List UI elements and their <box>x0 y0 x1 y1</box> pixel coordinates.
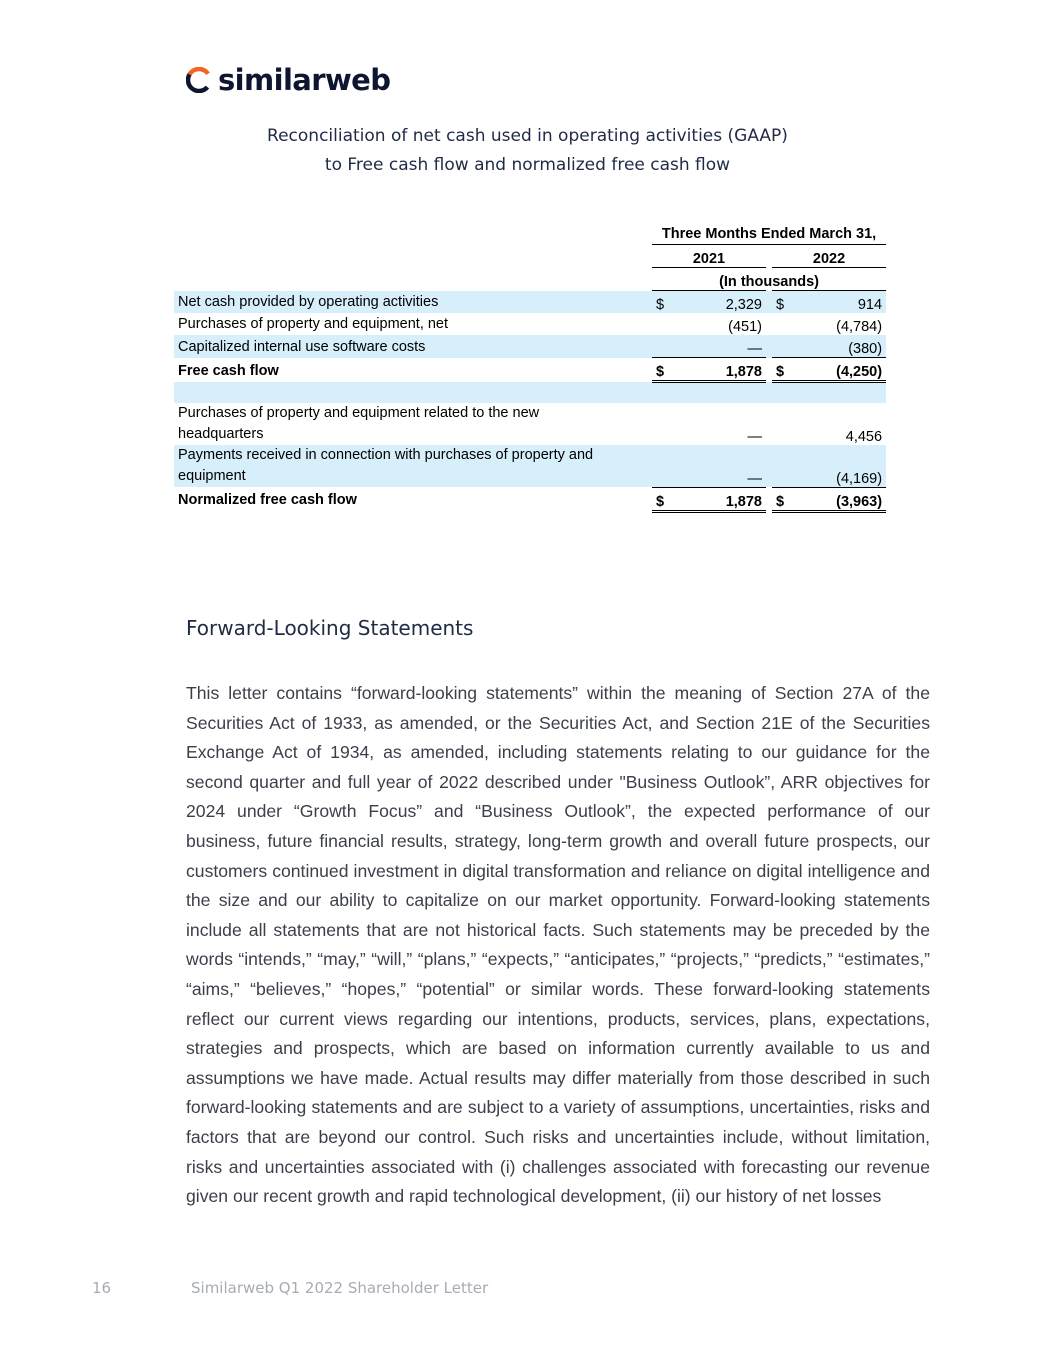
value-2021: — <box>672 335 766 358</box>
row-label: Free cash flow <box>178 362 279 379</box>
value-2021: 2,329 <box>672 291 766 314</box>
table-spacer-row <box>174 382 886 404</box>
dollar-sign: $ <box>652 487 672 511</box>
row-label: Net cash provided by operating activities <box>174 291 646 314</box>
value-2021: 1,878 <box>672 358 766 382</box>
dollar-sign: $ <box>772 358 792 382</box>
table-row <box>174 291 886 314</box>
row-label: Normalized free cash flow <box>178 492 357 508</box>
value-2021: — <box>672 445 766 487</box>
section-body: This letter contains “forward-looking statements” within the meaning of Section 27A of the Securities Act of 1933, as amended, or the Securities Act, and Section 21E of the Securities Exchange Act of 1934, as amended, including statements relating to our guidance for the second quarter and full year of 2022 described under "Business Outlook”, ARR objectives for 2024 under “Growth Focus” and “Business Outlook”, the expected performance of our business, future financial results, strategy, long-term growth and overall future prospects, our customers continued investment in digital transformation and reliance on digital intelligence and the size and our ability to capitalize on our market opportunity. Forward-looking statements include all statements that are not historical facts. Such statements may be preceded by the words “intends,” “may,” “will,” “plans,” “expects,” “anticipates,” “projects,” “predicts,” “estimates,” “aims,” “believes,” “hopes,” “potential” or similar words. These forward-looking statements reflect our current views regarding our intentions, products, services, plans, expectations, strategies and prospects, which are based on information currently available to us and assumptions we have made. Actual results may differ materially from those described in such forward-looking statements and are subject to a variety of assumptions, uncertainties, risks and factors that are beyond our control. Such risks and uncertainties include, without limitation, risks and uncertainties associated with (i) challenges associated with forecasting our revenue given our recent growth and rapid technological development, (ii) our history of net losses <box>186 683 930 1207</box>
table-row <box>174 445 886 487</box>
row-label: Payments received in connection with purchases of property and equipment <box>174 445 646 487</box>
table-row <box>174 313 886 335</box>
row-label: Purchases of property and equipment related to the new headquarters <box>178 405 540 442</box>
value-2022: 4,456 <box>845 429 883 445</box>
units-header: (In thousands) <box>719 274 819 290</box>
dollar-sign <box>772 335 792 358</box>
dollar-sign <box>652 445 672 487</box>
reconciliation-table <box>174 202 886 513</box>
dollar-sign <box>652 313 672 335</box>
period-header: Three Months Ended March 31, <box>652 202 886 245</box>
section-heading: Forward-Looking Statements <box>186 616 474 640</box>
col-header-2022: 2022 <box>772 245 886 268</box>
dollar-sign <box>772 445 792 487</box>
value-2021: — <box>747 429 762 445</box>
dollar-sign <box>772 313 792 335</box>
similarweb-logo-icon <box>186 67 212 93</box>
dollar-sign <box>772 403 792 445</box>
brand-logo <box>186 62 390 98</box>
value-2022: (3,963) <box>792 487 886 511</box>
table-row-total <box>174 358 886 382</box>
dollar-sign: $ <box>652 291 672 314</box>
value-2022: (4,784) <box>836 319 883 335</box>
dollar-sign <box>652 335 672 358</box>
value-2022: (4,169) <box>792 445 886 487</box>
dollar-sign: $ <box>772 487 792 511</box>
report-title-line-2: to Free cash flow and normalized free cash flow <box>324 155 731 175</box>
report-title-line-1: Reconciliation of net cash used in operating activities (GAAP) <box>267 126 788 146</box>
footer-text: Similarweb Q1 2022 Shareholder Letter <box>191 1279 489 1297</box>
logo-text: similarweb <box>218 63 391 97</box>
page-number: 16 <box>92 1279 112 1297</box>
table-header-period <box>174 202 886 245</box>
value-2022: 914 <box>792 291 886 314</box>
table-header-years <box>174 245 886 268</box>
dollar-sign: $ <box>652 358 672 382</box>
dollar-sign: $ <box>772 291 792 314</box>
value-2021: (451) <box>728 319 762 335</box>
dollar-sign <box>652 403 672 445</box>
row-label: Capitalized internal use software costs <box>174 335 646 358</box>
table-header-units <box>174 268 886 291</box>
col-header-2021: 2021 <box>652 245 766 268</box>
value-2022: (4,250) <box>792 358 886 382</box>
row-label: Purchases of property and equipment, net <box>178 316 449 332</box>
value-2021: 1,878 <box>672 487 766 511</box>
table-row <box>174 335 886 358</box>
table-row-total <box>174 487 886 511</box>
value-2022: (380) <box>792 335 886 358</box>
table-row <box>174 403 886 445</box>
